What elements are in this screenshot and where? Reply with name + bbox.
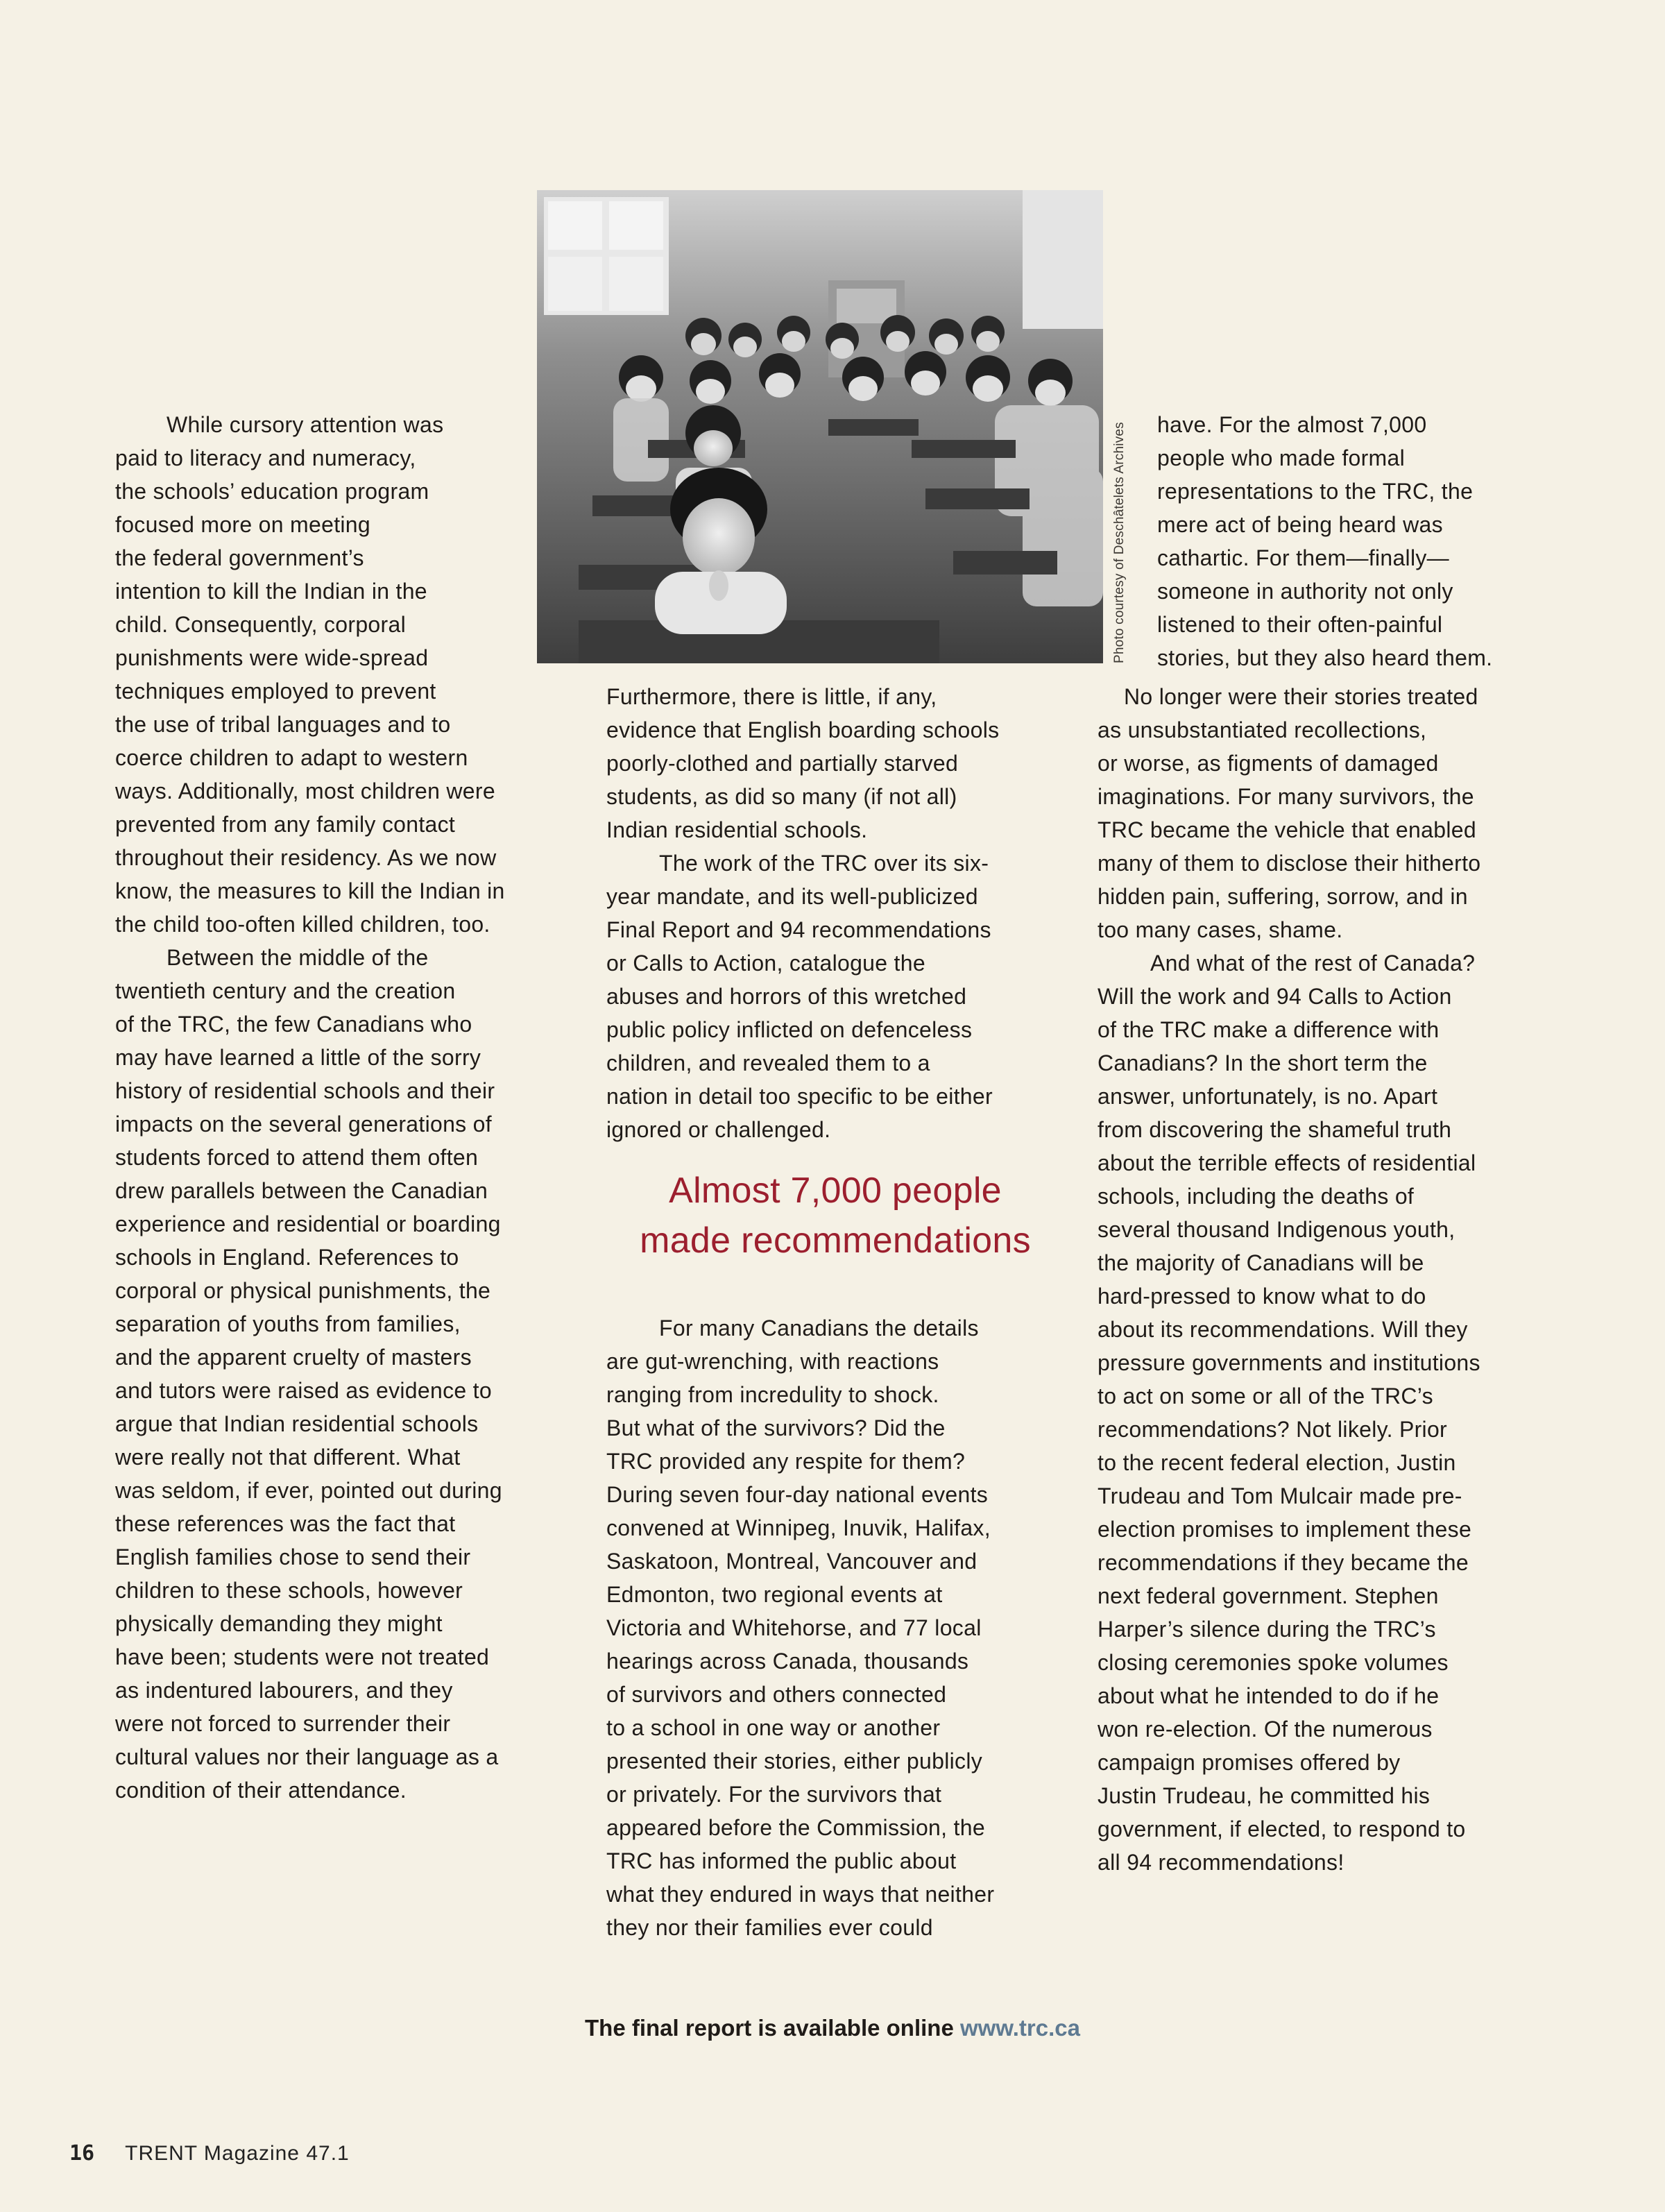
paragraph: Between the middle of the twentieth century and the creation of the TRC, the few Canadians who may have learned a little of the sorry history of residential schools and their impacts on the several generations of students forced to attend them often drew parallels between the Canadian experience and residential or boarding schools in England. References to corporal or physical punishments, the separation of youths from families, and the apparent cruelty of masters and tutors were raised as evidence to argue that Indian residential schools were really not that different. What was seldom, if ever, pointed out during these references was the fact that English families chose to send their children to these schools, however physically demanding they might have been; students were not treated as indentured labourers, and they were not forced to surrender their cultural values nor their language as a condition of their attendance. <box>115 945 502 1803</box>
trc-link[interactable]: www.trc.ca <box>959 2015 1080 2041</box>
paragraph: And what of the rest of Canada? Will the work and 94 Calls to Action of the TRC make a difference with Canadians? In the short term the answer, unfortunately, is no. Apart from discovering the shameful truth about the terrible effects of residential schools, including the deaths of several thousand Indigenous youth, the majority of Canadians will be hard-pressed to know what to do about its recommendations. Will they pressure governments and institutions to act on some or all of the TRC’s recommendations? Not likely. Prior to the recent federal election, Justin Trudeau and Tom Mulcair made pre- election promises to implement these recommendations if they became the next federal government. Stephen Harper’s silence during the TRC’s closing ceremonies spoke volumes about what he intended to do if he won re-election. Of the numerous campaign promises offered by Justin Trudeau, he committed his government, if elected, to respond to all 94 recommendations! <box>1098 951 1480 1875</box>
paragraph: While cursory attention was paid to literacy and numeracy, the schools’ education program focused more on meeting the federal government’s intention to kill the Indian in the child. Consequently, corporal punishments were wide-spread techniques employed to prevent the use of tribal languages and to coerce children to adapt to western ways. Additionally, most children were prevented from any family contact throughout their residency. As we now know, the measures to kill the Indian in the child too-often killed children, too. <box>115 412 505 937</box>
magazine-name: TRENT Magazine 47.1 <box>125 2142 350 2165</box>
report-availability-note <box>0 2015 1665 2041</box>
note-text: The final report is available online <box>585 2015 960 2041</box>
pull-quote: Almost 7,000 people made recommendations <box>640 1171 1031 1261</box>
column-3-top <box>1157 408 1546 674</box>
page-number: 16 <box>69 2141 95 2166</box>
classroom-photo <box>537 190 1103 663</box>
paragraph: The work of the TRC over its six- year mandate, and its well-publicized Final Report and 94 recommendations or Calls to Action, catalogue the abuses and horrors of this wretched public policy inflicted on defenceless children, and revealed them to a nation in detail too specific to be either ignored or challenged. <box>606 851 993 1142</box>
paragraph: No longer were their stories treated as unsubstantiated recollections, or worse, as figments of damaged imaginations. For many survivors, the TRC became the vehicle that enabled many of them to disclose their hitherto hidden pain, suffering, sorrow, and in too many cases, shame. <box>1098 684 1481 942</box>
classroom-photo-graphic <box>537 190 1103 663</box>
paragraph: For many Canadians the details are gut-wrenching, with reactions ranging from incredulity to shock. But what of the survivors? Did the TRC provided any respite for them? During seven four-day national events convened at Winnipeg, Inuvik, Halifax, Saskatoon, Montreal, Vancouver and Edmonton, two regional events at Victoria and Whitehorse, and 77 local hearings across Canada, thousands of survivors and others connected to a school in one way or another presented their stories, either publicly or privately. For the survivors that appeared before the Commission, the TRC has informed the public about what they endured in ways that neither they nor their families ever could <box>606 1316 995 1940</box>
column-1 <box>115 408 566 1807</box>
column-3 <box>1098 680 1555 1879</box>
photo-credit: Photo courtesy of Deschâtelets Archives <box>1112 422 1127 663</box>
folio <box>69 2141 350 2166</box>
paragraph: Furthermore, there is little, if any, evidence that English boarding schools poorly-clothed and partially starved students, as did so many (if not all) Indian residential schools. <box>606 684 1000 842</box>
column-2 <box>606 680 1064 1146</box>
paragraph: have. For the almost 7,000 people who made formal representations to the TRC, the mere act of being heard was cathartic. For them—finally— someone in authority not only listened to their often-painful stories, but they also heard them. <box>1157 412 1493 670</box>
column-2-continued <box>606 1311 1064 1944</box>
